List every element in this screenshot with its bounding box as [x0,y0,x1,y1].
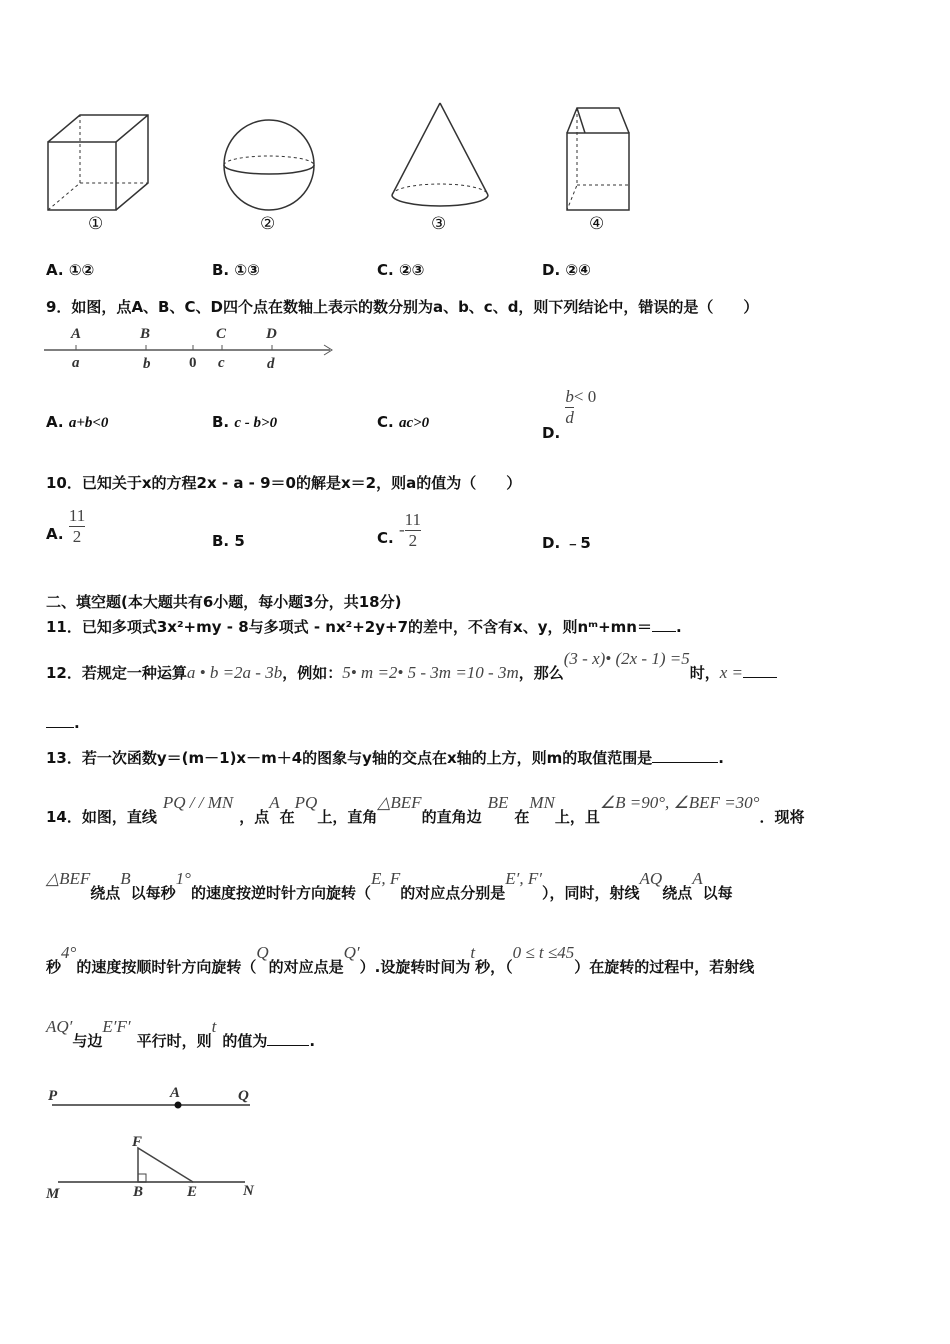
q8-option-b[interactable] [212,261,260,279]
q14-text: 平行时，则 [136,1032,212,1050]
option-text: ①② [68,261,95,279]
q10-option-b[interactable] [212,532,245,550]
q14-text: 秒 [46,958,62,976]
math-expr: t [470,943,476,962]
q14-text: 绕点 [662,884,693,902]
q13: 13．若一次函数y＝(m－1)x－m＋4的图象与y轴的交点在x轴的上方，则m的取值范围是 . [46,749,724,767]
math-expr: x = [719,663,744,682]
math-expr: MN [529,793,555,812]
figure-label-1: ① [88,214,104,234]
minus-sign: - [398,520,405,539]
point-label: Q [238,1088,249,1104]
axis-label: 0 [189,355,197,371]
figure-label-2: ② [260,214,276,234]
option-text: a+b<0 [68,415,109,431]
q10-option-c[interactable] [377,510,421,551]
axis-label: d [267,356,275,372]
math-expr: t [211,1017,217,1036]
q14-text: 的速度按顺时针方向旋转（ [76,958,257,976]
numerator: 11 [68,506,86,525]
q12-text: ，例如： [282,664,343,682]
answer-blank[interactable] [652,631,676,632]
fraction [69,506,85,547]
option-letter: D. [542,261,561,279]
q14-line-1 [46,793,805,827]
math-expr: E′F′ [102,1017,131,1036]
answer-blank[interactable] [46,727,74,728]
q14-figure [40,1080,270,1210]
point-label: P [48,1088,58,1104]
axis-label: a [72,355,80,371]
option-letter: C. [377,413,394,431]
option-letter: A. [46,261,64,279]
point-label: A [170,1085,181,1101]
math-expr: E, F [370,869,401,888]
math-expr: △BEF [46,869,91,888]
q14-text: ．现将 [759,808,805,826]
math-expr: Q′ [343,943,360,962]
fraction [405,510,421,551]
q8-option-d[interactable] [542,261,591,279]
option-text: ②③ [398,261,425,279]
answer-blank[interactable] [267,1045,309,1046]
q14-text: 的对应点分别是 [400,884,506,902]
q14-text: 以每秒 [130,884,176,902]
sphere-figure [224,120,314,210]
q12-text: ，那么 [518,664,564,682]
q14-text: 的对应点是 [268,958,344,976]
axis-label: b [143,356,151,372]
answer-blank[interactable] [743,677,777,678]
axis-label: D [266,326,277,342]
option-text: < 0 [573,387,597,406]
q14-text: ，点 [239,808,270,826]
option-letter: A. [46,525,64,543]
q14-text: 绕点 [90,884,121,902]
option-letter: C. [377,261,394,279]
q14-text: 的直角边 [421,808,482,826]
option-letter: B. [212,413,230,431]
q14-text: 上，且 [554,808,600,826]
q14-text: 上，直角 [317,808,378,826]
option-letter: B. [212,532,230,550]
q14-text: ），同时，射线 [542,884,640,902]
math-expr: E′, F′ [505,869,542,888]
math-expr: PQ / / MN [162,793,234,812]
option-text: c - b>0 [234,415,278,431]
math-expr: 0 ≤ t ≤45 [512,943,575,962]
axis-label: c [218,355,225,371]
math-expr: B [120,869,131,888]
denominator: 2 [72,527,82,546]
denominator: 2 [408,531,418,550]
option-letter: C. [377,529,394,547]
q14-line-3 [46,943,755,977]
q14-text: 与边 [72,1032,103,1050]
option-text: ﹣5 [565,534,591,552]
option-letter: B. [212,261,230,279]
axis-label: C [216,326,227,342]
option-letter: D. [542,424,561,442]
q14-text: 在 [279,808,295,826]
math-expr: AQ′ [46,1017,73,1036]
math-expr: A [692,869,703,888]
figure-label-4: ④ [589,214,605,234]
option-text: 5 [234,532,245,550]
q12 [46,649,777,683]
math-expr: △BEF [377,793,422,812]
math-expr: AQ [639,869,663,888]
point-label: E [187,1184,198,1200]
option-letter: D. [542,534,561,552]
q14-text: 以每 [702,884,733,902]
q14-text: 14．如图，直线 [46,808,157,826]
q12-text: 时， [689,664,720,682]
point-label: N [243,1183,254,1199]
q9-option-b[interactable] [212,413,277,432]
q14-text: 秒，（ [475,958,513,976]
q14-text: 的速度按逆时针方向旋转（ [190,884,371,902]
q10-option-d[interactable] [542,532,591,553]
q12-text: 12．若规定一种运算 [46,664,187,682]
answer-blank[interactable] [652,762,718,763]
math-expr: a • b =2a - 3b [186,663,283,682]
cube-figure [48,115,148,210]
axis-label: A [71,326,82,342]
q9-option-c[interactable] [377,413,429,432]
q9-option-d[interactable] [542,387,597,442]
math-expr: ∠B =90°, ∠BEF =30° [599,793,760,812]
denominator: d [565,408,574,427]
point-label: B [133,1184,144,1200]
q14-text: ）在旋转的过程中，若射线 [574,958,755,976]
q8-option-a[interactable] [46,261,94,279]
q14-text: ）.设旋转时间为 [359,958,471,976]
axis-label: B [140,326,151,342]
math-expr: 4° [61,943,77,962]
math-expr: PQ [294,793,318,812]
solid-figures [40,100,660,240]
q12-blank-cont: . [46,714,80,732]
option-letter: A. [46,413,64,431]
q10-option-a[interactable] [46,506,85,547]
numerator: 11 [404,510,421,529]
math-expr: 1° [175,869,191,888]
q14-line-2 [46,869,733,903]
math-expr: Q [256,943,269,962]
section-heading: 二、填空题(本大题共有6小题，每小题3分，共18分) [46,593,402,611]
number-line [40,322,340,372]
q11: 11．已知多项式3x²+my - 8与多项式 - nx²+2y+7的差中，不含有x、y，则nᵐ+mn＝ . [46,618,682,636]
q11-text: 11．已知多项式3x²+my - 8与多项式 - nx²+2y+7的差中，不含有x、y，则nᵐ+mn＝ [46,618,652,636]
math-expr: BE [487,793,509,812]
option-text: ②④ [565,261,591,279]
q14-text: 的值为 [222,1032,268,1050]
math-expr: (3 - x)• (2x - 1) =5 [563,649,690,668]
point-label: F [132,1134,143,1150]
q14-line-4: AQ′与边E′F′平行时，则t的值为 . [46,1017,316,1050]
figure-label-3: ③ [431,214,447,234]
math-expr: A [269,793,280,812]
point-label: M [46,1186,60,1202]
option-text: ①③ [234,261,260,279]
prism-figure [567,108,629,210]
math-expr: 5• m =2• 5 - 3m =10 - 3m [342,663,519,682]
cone-figure [392,103,488,206]
q10-stem: 10．已知关于x的方程2x - a - 9＝0的解是x＝2，则a的值为（ ） [46,474,522,492]
q9-stem: 9．如图，点A、B、C、D四个点在数轴上表示的数分别为a、b、c、d，则下列结论中，错误的是（ ） [46,298,759,316]
q8-option-c[interactable] [377,261,424,279]
fraction [565,387,574,428]
numerator: b [565,387,574,406]
q13-text: 13．若一次函数y＝(m－1)x－m＋4的图象与y轴的交点在x轴的上方，则m的取值范围是 [46,749,653,767]
option-text: ac>0 [398,415,430,431]
q14-text: 在 [514,808,530,826]
q9-option-a[interactable] [46,413,108,432]
